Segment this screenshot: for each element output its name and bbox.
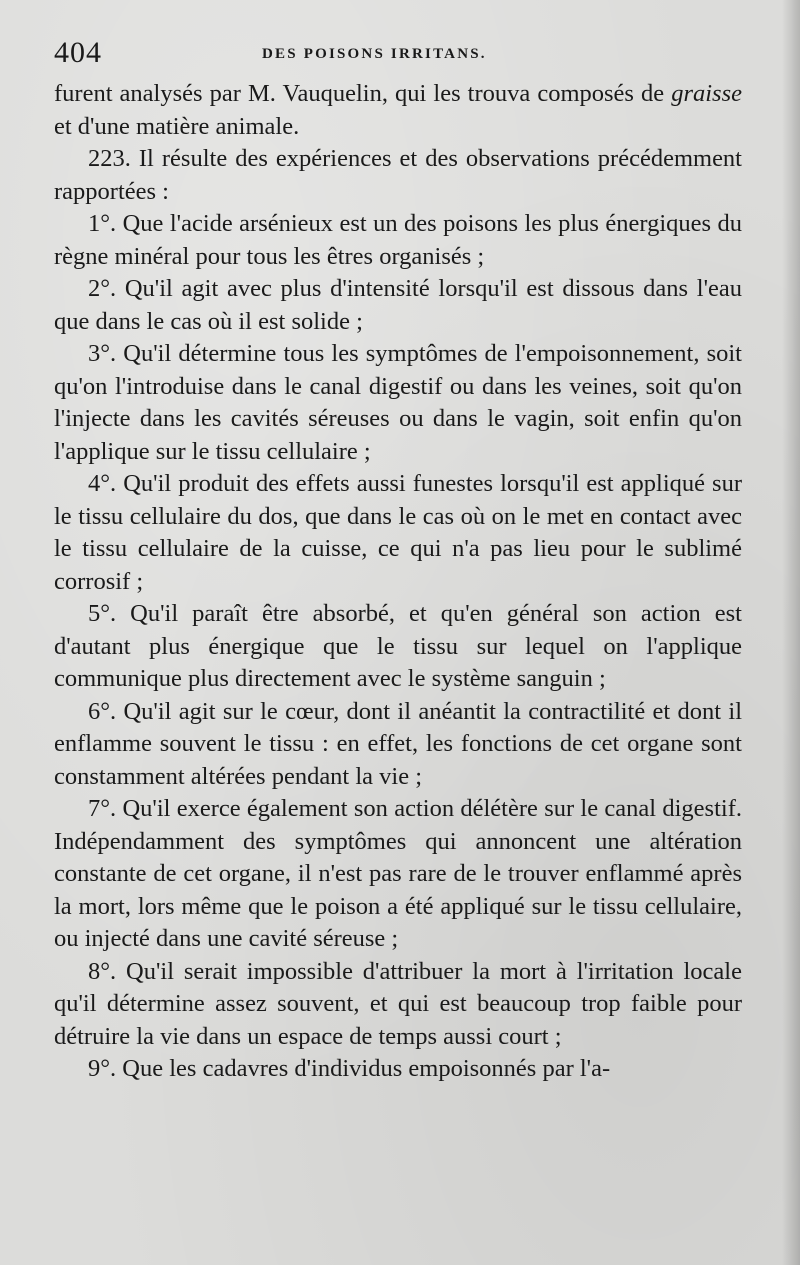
- continuation-text-before: furent analysés par M. Vauquelin, qui les trouva composés de: [54, 80, 672, 107]
- paragraph-item-5: 5°. Qu'il paraît être absorbé, et qu'en général son action est d'autant plus énergique que le tissu sur lequel on l'applique communique plus directement avec le système sanguin ;: [54, 600, 742, 692]
- paragraph-item-3: 3°. Qu'il détermine tous les symptômes de l'empoisonnement, soit qu'on l'introduise dans le canal digestif ou dans les veines, soit qu'on l'injecte dans les cavités séreuses ou dans le vagin, soit enfin qu'on l'applique sur le tissu cellulaire ;: [54, 340, 742, 465]
- paragraph-item-1: 1°. Que l'acide arsénieux est un des poisons les plus énergiques du règne minéral pour tous les êtres organisés ;: [54, 210, 742, 270]
- paragraph-item-7: 7°. Qu'il exerce également son action délétère sur le canal digestif. Indépendamment des symptômes qui annoncent une altération constante de cet organe, il n'est pas rare de le trouver enflammé après la mort, lors même que le poison a été appliqué sur le tissu cellulaire, ou injecté dans une cavité séreuse ;: [54, 795, 742, 952]
- body-text: [54, 78, 742, 1086]
- paragraph-223: 223. Il résulte des expériences et des observations précédemment rapportées :: [54, 145, 742, 205]
- italic-word: graisse: [671, 80, 742, 107]
- paragraph-item-6: 6°. Qu'il agit sur le cœur, dont il anéantit la contractilité et dont il enflamme souvent le tissu : en effet, les fonctions de cet organe sont constamment altérées pendant la vie ;: [54, 697, 742, 790]
- paragraph-item-2: 2°. Qu'il agit avec plus d'intensité lorsqu'il est dissous dans l'eau que dans le cas où il est solide ;: [54, 275, 742, 335]
- continuation-text-after: et d'une matière animale.: [54, 112, 300, 140]
- paragraph-item-4: 4°. Qu'il produit des effets aussi funestes lorsqu'il est appliqué sur le tissu cellulaire du dos, que dans le cas où on le met en contact avec le tissu cellulaire de la cuisse, ce qui n'a pas lieu pour le sublimé corrosif ;: [54, 470, 742, 595]
- page-number: 404: [54, 36, 102, 69]
- paragraph-item-9: 9°. Que les cadavres d'individus empoisonnés par l'a-: [88, 1055, 611, 1082]
- running-head: [54, 34, 742, 78]
- paragraph-item-8: 8°. Qu'il serait impossible d'attribuer la mort à l'irritation locale qu'il détermine assez souvent, et qui est beaucoup trop faible pour détruire la vie dans un espace de temps aussi court ;: [54, 957, 742, 1050]
- continuation-paragraph: [54, 78, 742, 143]
- running-title: DES POISONS IRRITANS.: [262, 46, 487, 62]
